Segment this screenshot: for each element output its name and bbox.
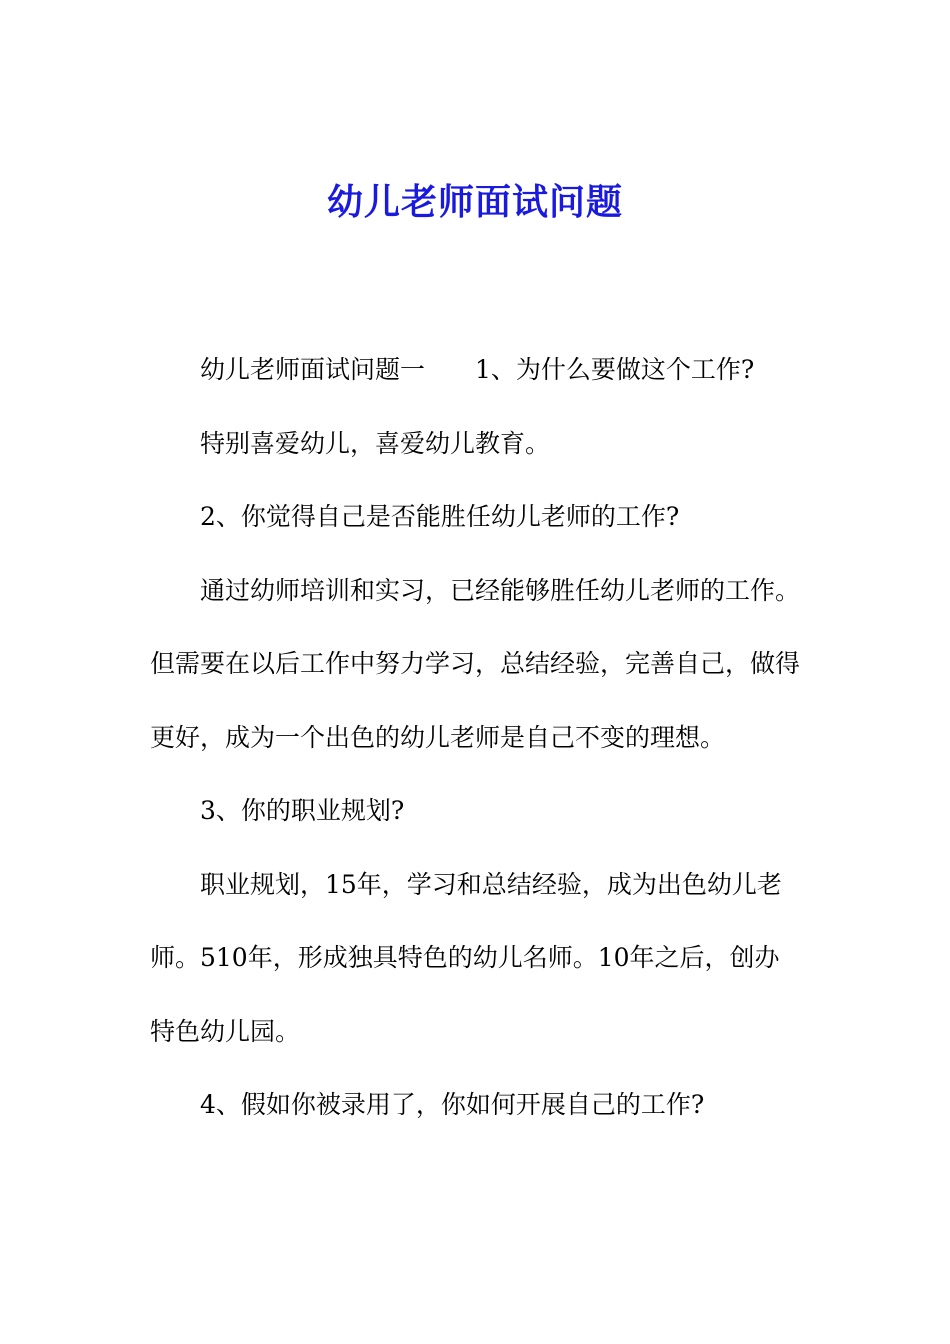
paragraph-7: 4、假如你被录用了，你如何开展自己的工作? [200,1090,705,1119]
paragraph-3: 2、你觉得自己是否能胜任幼儿老师的工作? [200,502,680,531]
document-body [150,333,800,1142]
paragraph-2: 特别喜爱幼儿，喜爱幼儿教育。 [200,428,551,458]
paragraph-6: 职业规划，15年，学习和总结经验，成为出色幼儿老师。510年，形成独具特色的幼儿名师。10年之后，创办特色幼儿园。 [150,869,782,1046]
paragraph-1 [150,333,800,407]
paragraph-1-lead: 幼儿老师面试问题一 [200,355,426,384]
paragraph-5: 3、你的职业规划? [200,796,405,825]
paragraph-1-question: 1、为什么要做这个工作? [475,355,755,384]
paragraph-4: 通过幼师培训和实习，已经能够胜任幼儿老师的工作。但需要在以后工作中努力学习，总结经验，完善自己，做得更好，成为一个出色的幼儿老师是自己不变的理想。 [150,575,801,752]
document-title: 幼儿老师面试问题 [326,182,623,223]
